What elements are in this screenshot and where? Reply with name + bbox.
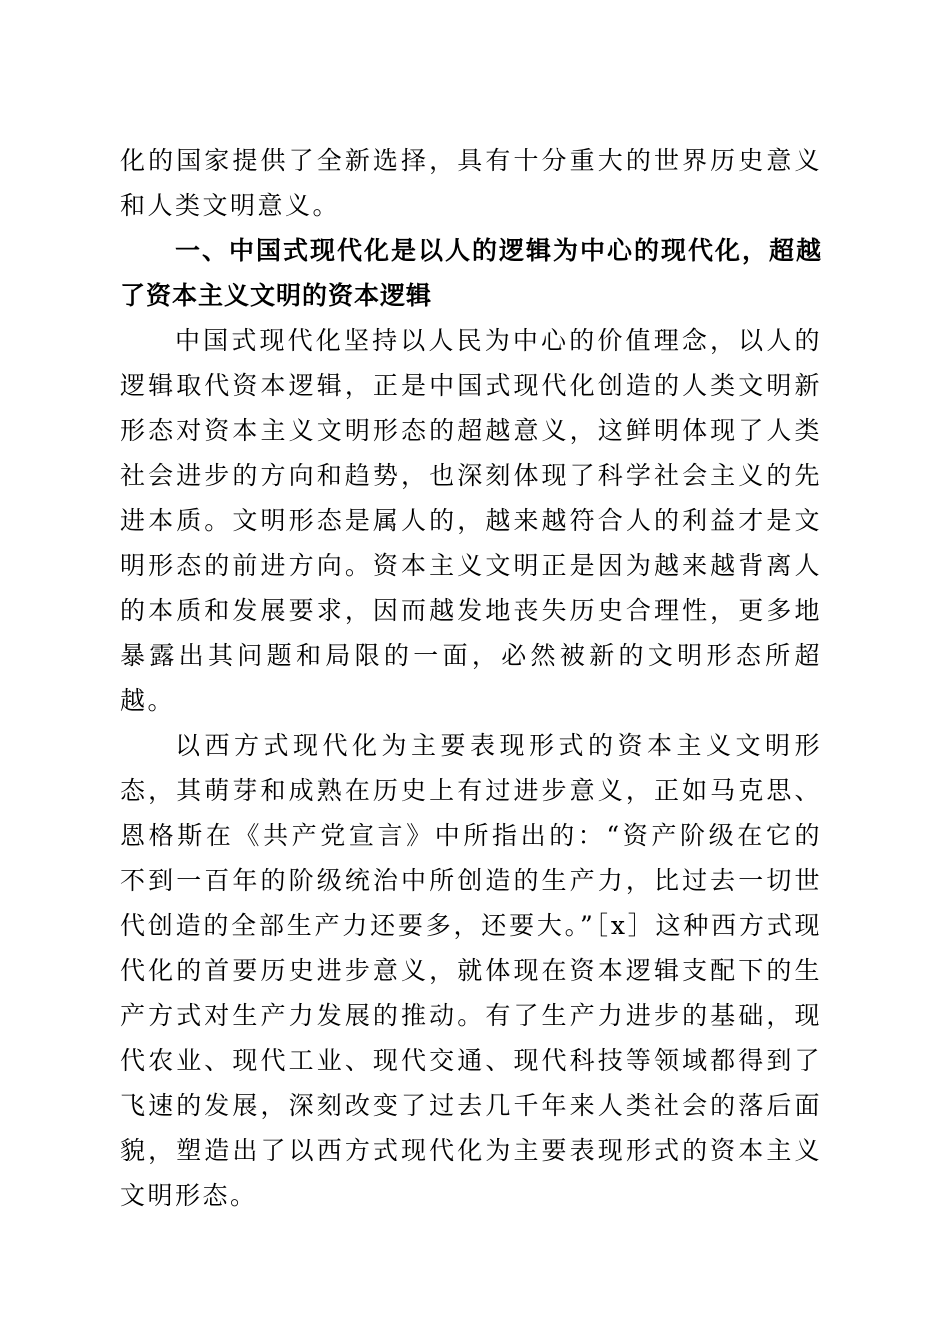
- intro-paragraph-tail: 化的国家提供了全新选择，具有十分重大的世界历史意义和人类文明意义。: [120, 146, 822, 220]
- section-heading: 一、中国式现代化是以人的逻辑为中心的现代化，超越了资本主义文明的资本逻辑: [120, 236, 822, 310]
- body-paragraph-1: 中国式现代化坚持以人民为中心的价值理念，以人的逻辑取代资本逻辑，正是中国式现代化创造的人类文明新形态对资本主义文明形态的超越意义，这鲜明体现了人类社会进步的方向和趋势，也深刻体现了科学社会主义的先进本质。文明形态是属人的，越来越符合人的利益才是文明形态的前进方向。资本主义文明正是因为越来越背离人的本质和发展要求，因而越发地丧失历史合理性，更多地暴露出其问题和局限的一面，必然被新的文明形态所超越。: [120, 326, 822, 715]
- document-body: [120, 138, 822, 1218]
- body-paragraph-2: 以西方式现代化为主要表现形式的资本主义文明形态，其萌芽和成熟在历史上有过进步意义，正如马克思、恩格斯在《共产党宣言》中所指出的：“资产阶级在它的不到一百年的阶级统治中所创造的生产力，比过去一切世代创造的全部生产力还要多，还要大。”［x］这种西方式现代化的首要历史进步意义，就体现在资本逻辑支配下的生产方式对生产力发展的推动。有了生产力进步的基础，现代农业、现代工业、现代交通、现代科技等领域都得到了飞速的发展，深刻改变了过去几千年来人类社会的落后面貌，塑造出了以西方式现代化为主要表现形式的资本主义文明形态。: [120, 731, 822, 1210]
